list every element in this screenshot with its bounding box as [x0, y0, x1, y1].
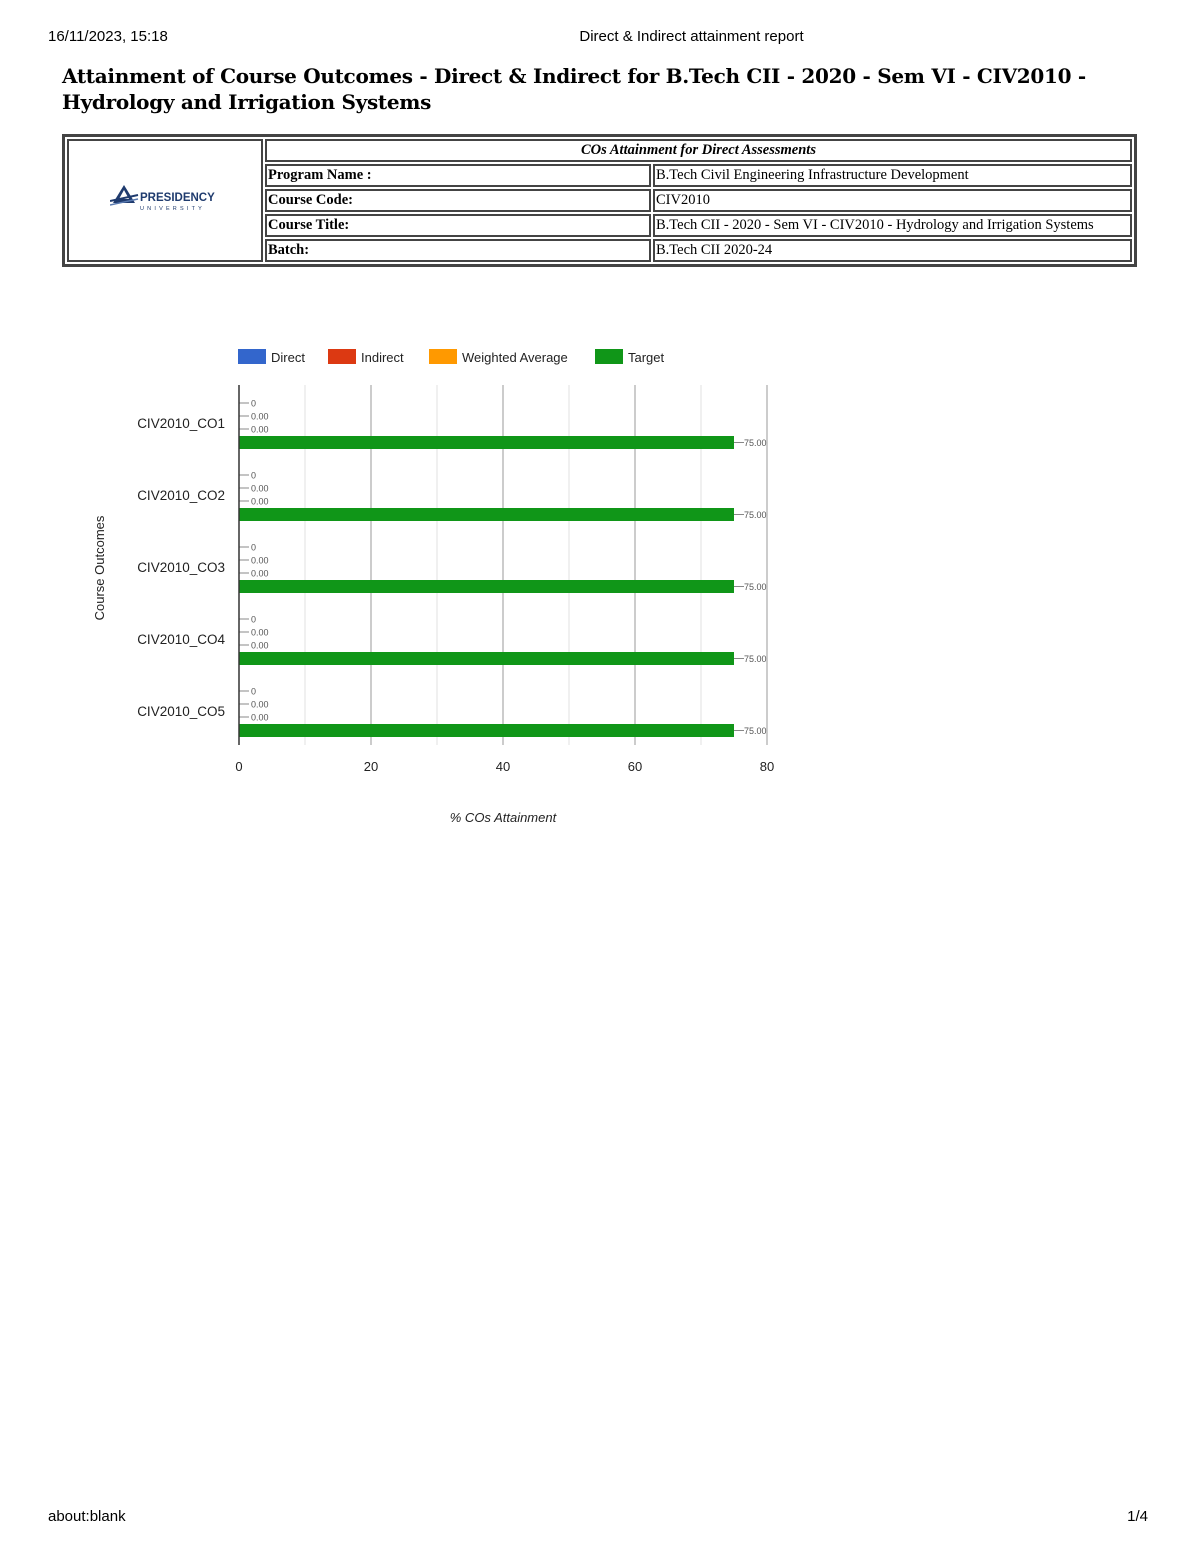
legend-swatch-2 — [429, 349, 457, 364]
legend-swatch-1 — [328, 349, 356, 364]
data-label-4-2: 0.00 — [251, 712, 269, 723]
x-tick-label-0: 0 — [235, 759, 243, 774]
course-info-table — [62, 134, 1137, 267]
course-code-label: Course Code: — [265, 189, 651, 212]
data-label-2-0: 0 — [251, 542, 257, 553]
legend-swatch-0 — [238, 349, 266, 364]
batch-label: Batch: — [265, 239, 651, 262]
data-label-1-3: 75.00 — [744, 510, 767, 520]
legend-label-1: Indirect — [361, 350, 404, 365]
data-label-1-0: 0 — [251, 470, 257, 481]
data-label-1-2: 0.00 — [251, 496, 269, 507]
data-label-1-1: 0.00 — [251, 483, 269, 494]
legend-label-0: Direct — [271, 350, 305, 365]
category-label-2: CIV2010_CO3 — [137, 560, 225, 575]
x-tick-label-60: 60 — [627, 759, 643, 774]
data-label-2-2: 0.00 — [251, 568, 269, 579]
category-label-4: CIV2010_CO5 — [137, 704, 225, 719]
report-title: Attainment of Course Outcomes - Direct & Indirect for B.Tech CII - 2020 - Sem VI - CIV2010 - Hydrology and Irrigation Systems — [62, 64, 1086, 114]
print-url: about:blank — [48, 1508, 126, 1525]
legend-swatch-3 — [595, 349, 623, 364]
data-label-3-3: 75.00 — [744, 654, 767, 664]
data-label-4-1: 0.00 — [251, 699, 269, 710]
category-label-1: CIV2010_CO2 — [137, 488, 225, 503]
data-label-0-1: 0.00 — [251, 411, 269, 422]
section-title: COs Attainment for Direct Assessments — [265, 139, 1132, 162]
x-axis-title: % COs Attainment — [449, 810, 557, 825]
presidency-university-logo — [110, 181, 220, 215]
bar-3-3 — [239, 652, 734, 665]
program-name-label: Program Name : — [265, 164, 651, 187]
program-name-value: B.Tech Civil Engineering Infrastructure Development — [653, 164, 1132, 187]
bar-1-3 — [239, 508, 734, 521]
legend-label-3: Target — [628, 350, 665, 365]
y-axis-title: Course Outcomes — [92, 515, 107, 621]
course-title-value: B.Tech CII - 2020 - Sem VI - CIV2010 - Hydrology and Irrigation Systems — [653, 214, 1132, 237]
co-attainment-chart — [90, 340, 790, 840]
print-datetime: 16/11/2023, 15:18 — [48, 28, 168, 45]
data-label-4-3: 75.00 — [744, 726, 767, 736]
category-label-0: CIV2010_CO1 — [137, 416, 225, 431]
logo-cell — [67, 139, 263, 262]
data-label-3-0: 0 — [251, 614, 257, 625]
logo-subtext: UNIVERSITY — [140, 205, 206, 212]
legend-label-2: Weighted Average — [462, 350, 568, 365]
batch-value: B.Tech CII 2020-24 — [653, 239, 1132, 262]
page-number: 1/4 — [1127, 1508, 1148, 1525]
logo-text: PRESIDENCY — [140, 191, 215, 204]
course-title-label: Course Title: — [265, 214, 651, 237]
x-tick-label-40: 40 — [495, 759, 511, 774]
bar-2-3 — [239, 580, 734, 593]
data-label-2-1: 0.00 — [251, 555, 269, 566]
data-label-3-1: 0.00 — [251, 627, 269, 638]
x-tick-label-20: 20 — [363, 759, 379, 774]
data-label-3-2: 0.00 — [251, 640, 269, 651]
data-label-0-3: 75.00 — [744, 438, 767, 448]
bar-0-3 — [239, 436, 734, 449]
logo-mark-icon — [110, 181, 220, 215]
data-label-2-3: 75.00 — [744, 582, 767, 592]
data-label-4-0: 0 — [251, 686, 257, 697]
category-label-3: CIV2010_CO4 — [137, 632, 225, 647]
x-tick-label-80: 80 — [759, 759, 775, 774]
data-label-0-0: 0 — [251, 398, 257, 409]
course-code-value: CIV2010 — [653, 189, 1132, 212]
data-label-0-2: 0.00 — [251, 424, 269, 435]
bar-4-3 — [239, 724, 734, 737]
print-document-title: Direct & Indirect attainment report — [579, 28, 804, 45]
